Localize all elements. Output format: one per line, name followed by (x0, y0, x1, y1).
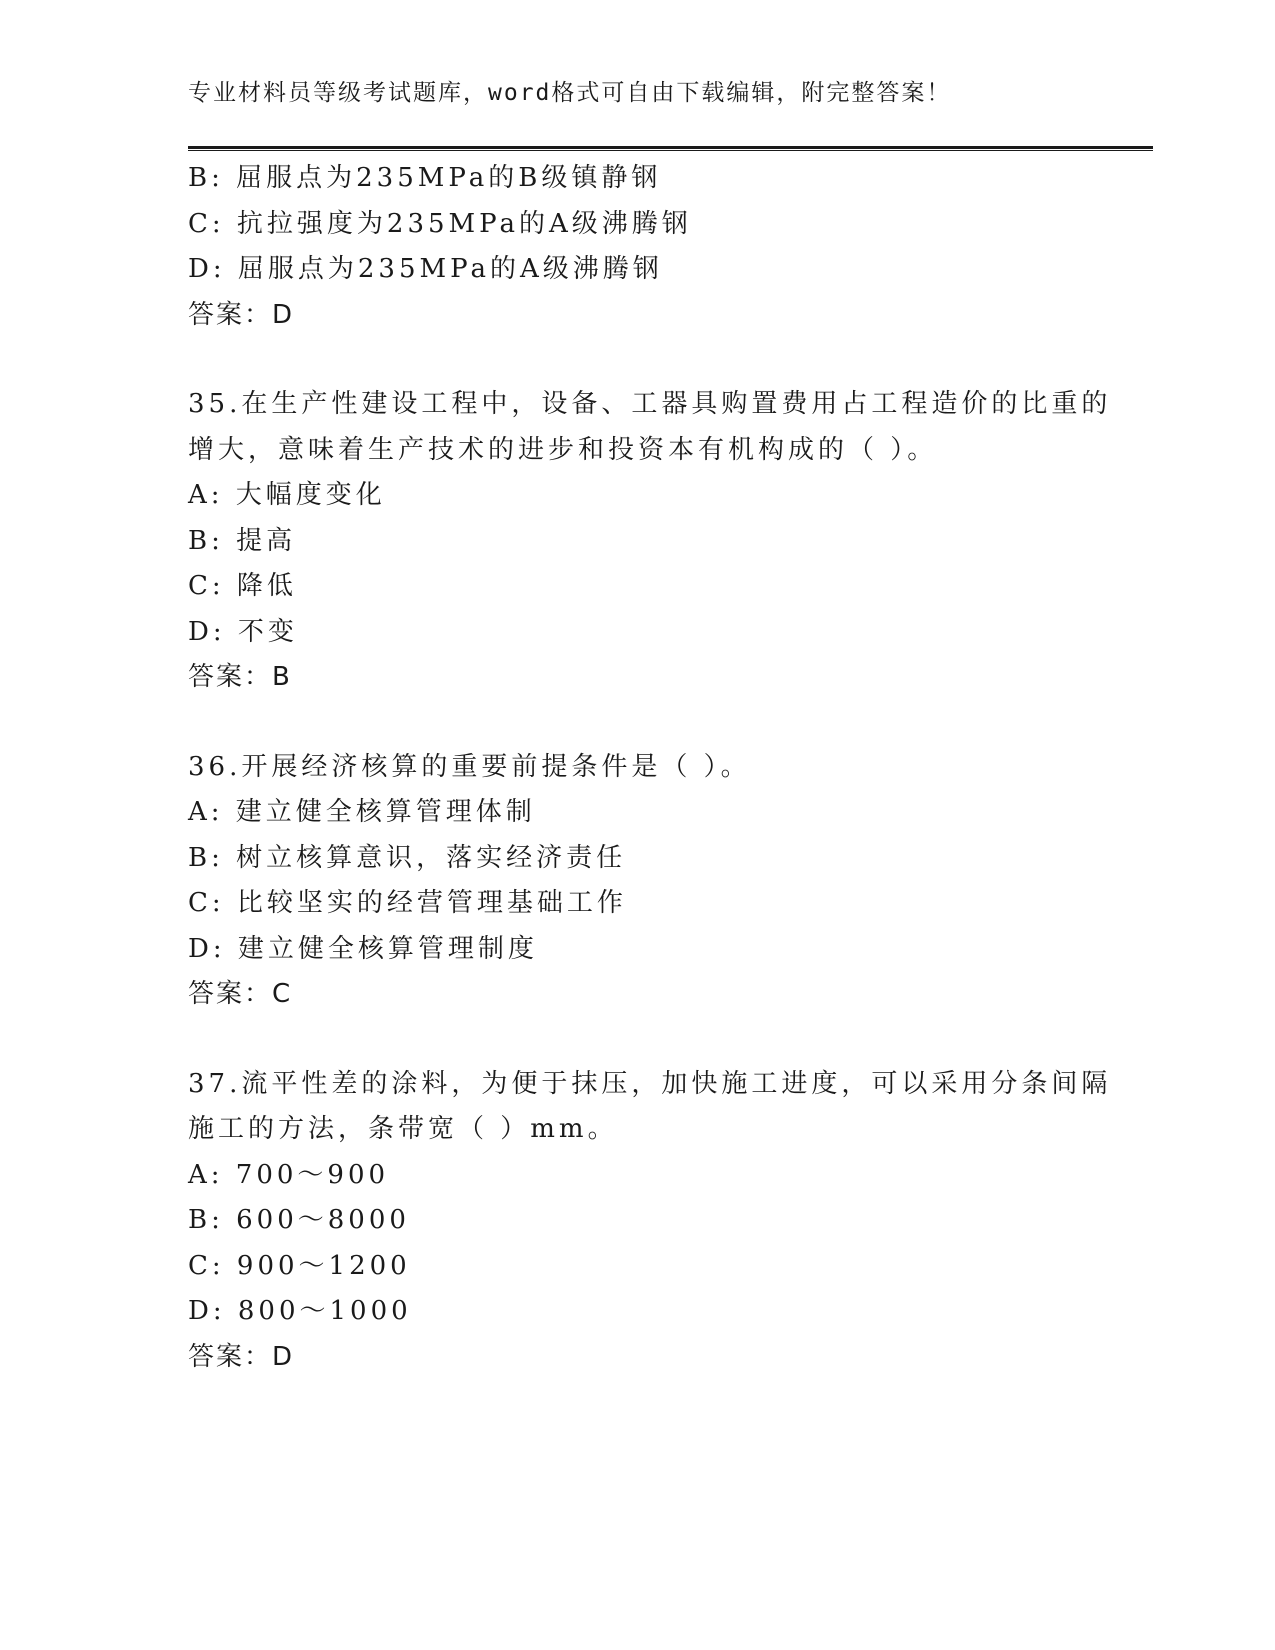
option-b: B: 屈服点为235MPa的B级镇静钢 (188, 163, 662, 193)
option-d: D: 不变 (188, 616, 298, 647)
answer: 答案：D (188, 299, 295, 330)
option-d: D: 800～1000 (188, 1296, 412, 1326)
option-c: C: 900～1200 (188, 1250, 411, 1281)
option-d: D: 建立健全核算管理制度 (188, 933, 538, 964)
answer: 答案：C (188, 979, 293, 1009)
option-b: B: 提高 (188, 525, 297, 556)
answer: 答案：D (188, 1341, 295, 1372)
question-stem: 施工的方法，条带宽（ ）mm。 (188, 1114, 618, 1144)
option-c: C: 抗拉强度为235MPa的A级沸腾钢 (188, 208, 692, 239)
question-35 (188, 382, 1112, 701)
option-c: C: 降低 (188, 571, 297, 601)
option-b: B: 600～8000 (188, 1205, 410, 1235)
option-b: B: 树立核算意识，落实经济责任 (188, 842, 627, 873)
document-header: 专业材料员等级考试题库，word格式可自由下载编辑，附完整答案！ (188, 80, 952, 106)
option-d: D: 屈服点为235MPa的A级沸腾钢 (188, 254, 663, 284)
question-stem: 37.流平性差的涂料，为便于抹压，加快施工进度，可以采用分条间隔 (188, 1068, 1112, 1099)
question-37 (188, 1062, 1112, 1381)
question-stem: 36.开展经济核算的重要前提条件是（ ）。 (188, 751, 751, 782)
option-a: A: 建立健全核算管理体制 (188, 797, 536, 827)
option-a: A: 大幅度变化 (188, 480, 386, 510)
answer: 答案：B (188, 662, 292, 692)
document-body (188, 156, 1112, 1380)
option-a: A: 700～900 (188, 1159, 390, 1190)
question-stem: 增大，意味着生产技术的进步和投资本有机构成的（ ）。 (188, 434, 938, 465)
question-stem: 35.在生产性建设工程中，设备、工器具购置费用占工程造价的比重的 (188, 389, 1112, 419)
option-c: C: 比较坚实的经营管理基础工作 (188, 888, 627, 918)
header-divider (188, 146, 1153, 151)
question-36 (188, 745, 1088, 1018)
partial-question (188, 156, 1088, 338)
